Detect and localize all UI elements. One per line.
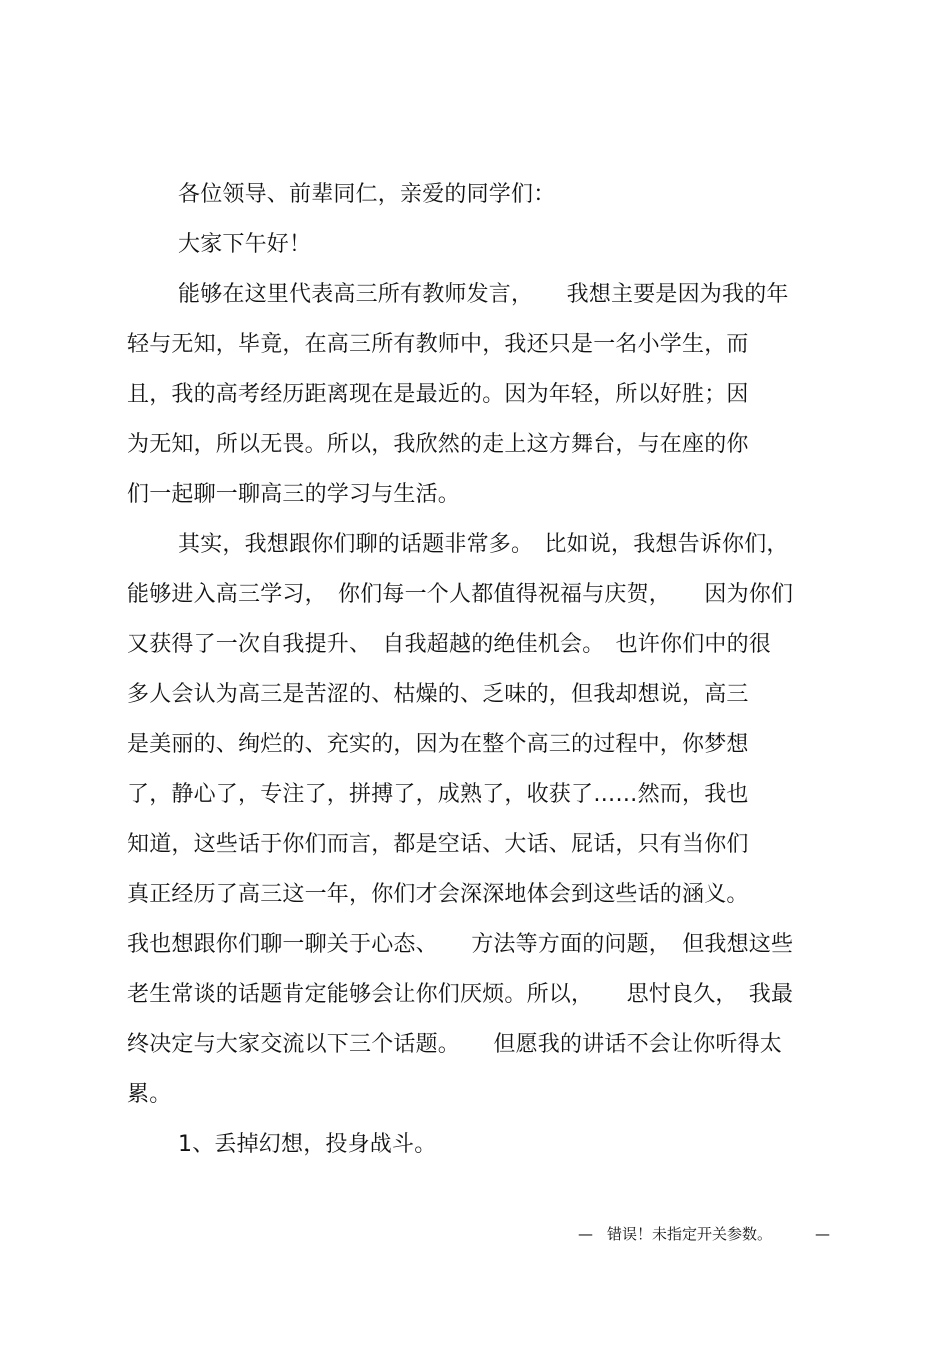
paragraph-1-line-5: 们一起聊一聊高三的学习与生活。 [127, 482, 461, 507]
footer-dash-right: — [815, 1225, 830, 1243]
paragraph-2-line-1: 其实，我想跟你们聊的话题非常多。 比如说，我想告诉你们， [178, 532, 789, 557]
paragraph-2-line-4: 多人会认为高三是苦涩的、枯燥的、乏味的，但我却想说，高三 [127, 682, 749, 707]
paragraph-1-line-4: 为无知，所以无畏。所以，我欣然的走上这方舞台，与在座的你 [127, 432, 749, 457]
paragraph-2-line-8: 真正经历了高三这一年，你们才会深深地体会到这些话的涵义。 [127, 882, 749, 907]
greeting-line: 大家下午好！ [178, 232, 312, 257]
paragraph-2-line-10: 老生常谈的话题肯定能够会让你们厌烦。所以， 思忖良久， 我最 [127, 982, 794, 1007]
paragraph-2-line-11: 终决定与大家交流以下三个话题。 但愿我的讲话不会让你听得太 [127, 1032, 783, 1057]
footer-dash-left: — [578, 1225, 593, 1243]
salutation-line: 各位领导、前辈同仁，亲爱的同学们： [178, 182, 556, 207]
paragraph-2-line-2: 能够进入高三学习， 你们每一个人都值得祝福与庆贺， 因为你们 [127, 582, 794, 607]
paragraph-1-line-1: 能够在这里代表高三所有教师发言， 我想主要是因为我的年 [178, 282, 789, 307]
paragraph-1-line-3: 且，我的高考经历距离现在是最近的。因为年轻，所以好胜；因 [127, 382, 749, 407]
paragraph-2-line-9: 我也想跟你们聊一聊关于心态、 方法等方面的问题， 但我想这些 [127, 932, 794, 957]
footer-text: 错误！未指定开关参数。 [607, 1225, 773, 1243]
paragraph-2-line-6: 了，静心了，专注了，拼搏了，成熟了，收获了……然而，我也 [127, 782, 749, 807]
paragraph-2-line-5: 是美丽的、绚烂的、充实的，因为在整个高三的过程中，你梦想 [127, 732, 749, 757]
paragraph-2-line-3: 又获得了一次自我提升、 自我超越的绝佳机会。 也许你们中的很 [127, 632, 772, 657]
paragraph-1-line-2: 轻与无知，毕竟，在高三所有教师中，我还只是一名小学生，而 [127, 332, 749, 357]
section-heading-1: 1、丢掉幻想，投身战斗。 [178, 1132, 437, 1157]
paragraph-2-line-12: 累。 [127, 1082, 172, 1107]
paragraph-2-line-7: 知道，这些话于你们而言，都是空话、大话、屁话，只有当你们 [127, 832, 749, 857]
